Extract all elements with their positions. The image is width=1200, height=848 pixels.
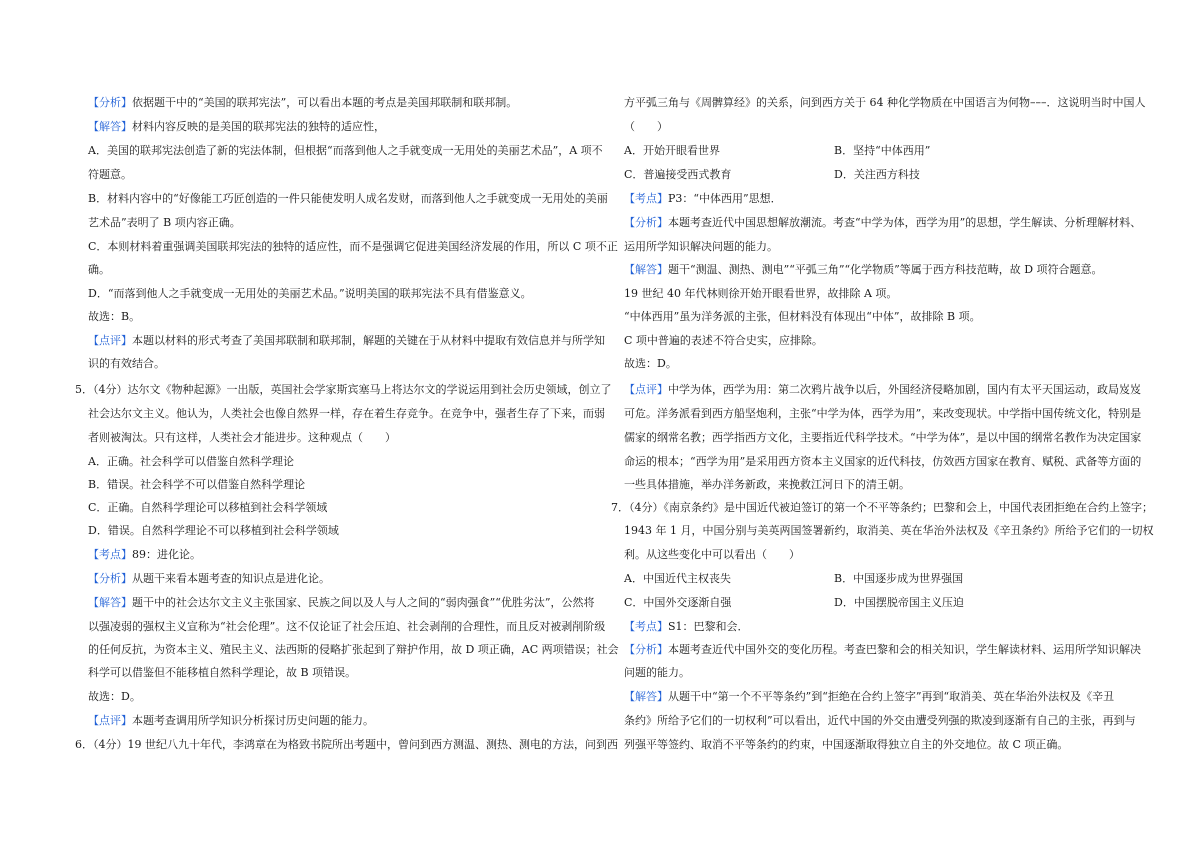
text-line: 者则被淘汰。只有这样，人类社会才能进步。这种观点（ ） (88, 431, 396, 444)
keypoint-line: 【考点】89：进化论。 (88, 548, 201, 561)
question-7-stem: 7．（4分）《南京条约》是中国近代被迫签订的第一个不平等条约；巴黎和会上，中国代表团拒绝在合约上签字； (611, 501, 1153, 514)
text-line: 社会达尔文主义。他认为，人类社会也像自然界一样，存在着生存竞争。在竞争中，强者生存了下来，而弱 (88, 407, 605, 420)
text-line: 艺术品”表明了 B 项内容正确。 (88, 216, 241, 229)
answer-line: 【解答】题干“测温、测热、测电”“平弧三角”“化学物质”等属于西方科技范畴，故 D 项符合题意。 (624, 263, 1103, 276)
analysis-line: 【分析】从题干来看本题考查的知识点是进化论。 (88, 572, 330, 585)
comment-line: 【点评】中学为体，西学为用：第二次鸦片战争以后，外国经济侵略加剧，国内有太平天国运动，政局岌岌 (624, 383, 1141, 396)
answer-choice: 故选：D。 (624, 357, 677, 370)
text-line: “中体西用”虽为洋务派的主张，但材料没有体现出“中体”，故排除 B 项。 (624, 310, 981, 323)
comment-line: 【点评】本题考查调用所学知识分析探讨历史问题的能力。 (88, 714, 374, 727)
text-line: 命运的根本；“西学为用”是采用西方资本主义国家的近代科技，仿效西方国家在教育、赋税、武备等方面的 (624, 455, 1142, 468)
option-c: C．普遍接受西式教育 (624, 168, 732, 181)
analysis-line: 【分析】依据题干中的“美国的联邦宪法”，可以看出本题的考点是美国邦联制和联邦制。 (88, 96, 518, 109)
text-line: 符题意。 (88, 168, 132, 181)
option-d: D．错误。自然科学理论不可以移植到社会科学领域 (88, 524, 339, 537)
comment-line: 【点评】本题以材料的形式考查了美国邦联制和联邦制，解题的关键在于从材料中提取有效信息并与所学知 (88, 334, 605, 347)
text-line: 问题的能力。 (624, 666, 690, 679)
option-a: A．开始开眼看世界 (624, 144, 720, 157)
comment-tag: 【点评】 (88, 714, 132, 727)
answer-tag: 【解答】 (88, 596, 132, 609)
answer-line: 【解答】从题干中“第一个不平等条约”到“拒绝在合约上签字”再到“取消美、英在华治外法权及《辛丑 (624, 690, 1115, 703)
option-b: B．错误。社会科学不可以借鉴自然科学理论 (88, 478, 306, 491)
text-line: 识的有效结合。 (88, 357, 165, 370)
text-line: 列强平等签约、取消不平等条约的约束，中国逐渐取得独立自主的外交地位。故 C 项正确。 (624, 738, 1069, 751)
analysis-tag: 【分析】 (624, 643, 668, 656)
text-line: 方平弧三角与《周髀算经》的关系，问到西方关于 64 种化学物质在中国语言为何物–––．这说明当时中国人 (624, 96, 1146, 109)
comment-tag: 【点评】 (88, 334, 132, 347)
text-line: 条约》所给予它们的一切权利”可以看出，近代中国的外交由遭受列强的欺凌到逐渐有自己的主张，再到与 (624, 714, 1136, 727)
analysis-line: 【分析】本题考查近代中国思想解放潮流。考查“中学为体，西学为用”的思想，学生解读、分析理解材料、 (624, 216, 1142, 229)
option-b: B．中国逐步成为世界强国 (834, 572, 964, 585)
text-line: 科学可以借鉴但不能移植自然科学理论，故 B 项错误。 (88, 666, 357, 679)
text-line: D．“而落到他人之手就变成一无用处的美丽艺术品。”说明美国的联邦宪法不具有借鉴意义。 (88, 287, 532, 300)
text-line: C 项中普遍的表述不符合史实，应排除。 (624, 334, 823, 347)
answer-line: 【解答】题干中的社会达尔文主义主张国家、民族之间以及人与人之间的“弱肉强食”“优胜劣汰”，公然将 (88, 596, 595, 609)
answer-choice: 故选：D。 (88, 690, 141, 703)
text-line: 可危。洋务派看到西方船坚炮利，主张“中学为体，西学为用”，来改变现状。中学指中国传统文化，特别是 (624, 407, 1142, 420)
analysis-tag: 【分析】 (88, 572, 132, 585)
keypoint-tag: 【考点】 (88, 548, 132, 561)
question-5-stem: 5．（4分）达尔文《物种起源》一出版，英国社会学家斯宾塞马上将达尔文的学说运用到社会历史领域，创立了 (75, 383, 612, 396)
keypoint-tag: 【考点】 (624, 192, 668, 205)
text-line: A．美国的联邦宪法创造了新的宪法体制，但根据“而落到他人之手就变成一无用处的美丽艺术品”，A 项不 (88, 144, 603, 157)
analysis-tag: 【分析】 (88, 96, 132, 109)
answer-tag: 【解答】 (624, 690, 668, 703)
text-line: 利。从这些变化中可以看出（ ） (624, 548, 800, 561)
text-line: B．材料内容中的“好像能工巧匠创造的一件只能使发明人成名发财，而落到他人之手就变成一无用处的美丽 (88, 192, 608, 205)
option-c: C．正确。自然科学理论可以移植到社会科学领域 (88, 501, 328, 514)
answer-line: 【解答】材料内容反映的是美国的联邦宪法的独特的适应性， (88, 120, 385, 133)
keypoint-line: 【考点】S1：巴黎和会． (624, 620, 749, 633)
text-line: 运用所学知识解决问题的能力。 (624, 240, 778, 253)
answer-choice: 故选：B。 (88, 310, 141, 323)
text-line: C．本则材料着重强调美国联邦宪法的独特的适应性，而不是强调它促进美国经济发展的作用，所以 C 项不正 (88, 240, 618, 253)
text-line: （ ） (624, 120, 668, 133)
option-d: D．中国摆脱帝国主义压迫 (834, 596, 964, 609)
option-b: B．坚持“中体西用” (834, 144, 931, 157)
analysis-line: 【分析】本题考查近代中国外交的变化历程。考查巴黎和会的相关知识，学生解读材料、运用所学知识解决 (624, 643, 1141, 656)
option-a: A．正确。社会科学可以借鉴自然科学理论 (88, 455, 294, 468)
option-d: D．关注西方科技 (834, 168, 920, 181)
text-line: 一些具体措施，举办洋务新政，来挽救江河日下的清王朝。 (624, 478, 910, 491)
text-line: 确。 (88, 263, 110, 276)
text-line: 的任何反抗，为资本主义、殖民主义、法西斯的侵略扩张起到了辩护作用，故 D 项正确，AC 两项错误；社会 (88, 643, 619, 656)
text-line: 19 世纪 40 年代林则徐开始开眼看世界，故排除 A 项。 (624, 287, 898, 300)
option-a: A．中国近代主权丧失 (624, 572, 731, 585)
question-6-stem: 6．（4分）19 世纪八九十年代，李鸿章在为格致书院所出考题中，曾问到西方测温、测热、测电的方法，问到西 (75, 738, 618, 751)
keypoint-tag: 【考点】 (624, 620, 668, 633)
answer-tag: 【解答】 (624, 263, 668, 276)
option-c: C．中国外交逐渐自强 (624, 596, 732, 609)
keypoint-line: 【考点】P3：“中体西用”思想． (624, 192, 782, 205)
analysis-tag: 【分析】 (624, 216, 668, 229)
answer-tag: 【解答】 (88, 120, 132, 133)
text-line: 1943 年 1 月，中国分别与美英两国签署新约，取消美、英在华治外法权及《辛丑条约》所给予它们的一切权 (624, 524, 1154, 537)
text-line: 以强凌弱的强权主义宣称为“社会伦理”。这不仅论证了社会压迫、社会剥削的合理性，而且反对被剥削阶级 (88, 620, 606, 633)
text-line: 儒家的纲常名教；西学指西方文化，主要指近代科学技术。“中学为体”，是以中国的纲常名教作为决定国家 (624, 431, 1142, 444)
comment-tag: 【点评】 (624, 383, 668, 396)
